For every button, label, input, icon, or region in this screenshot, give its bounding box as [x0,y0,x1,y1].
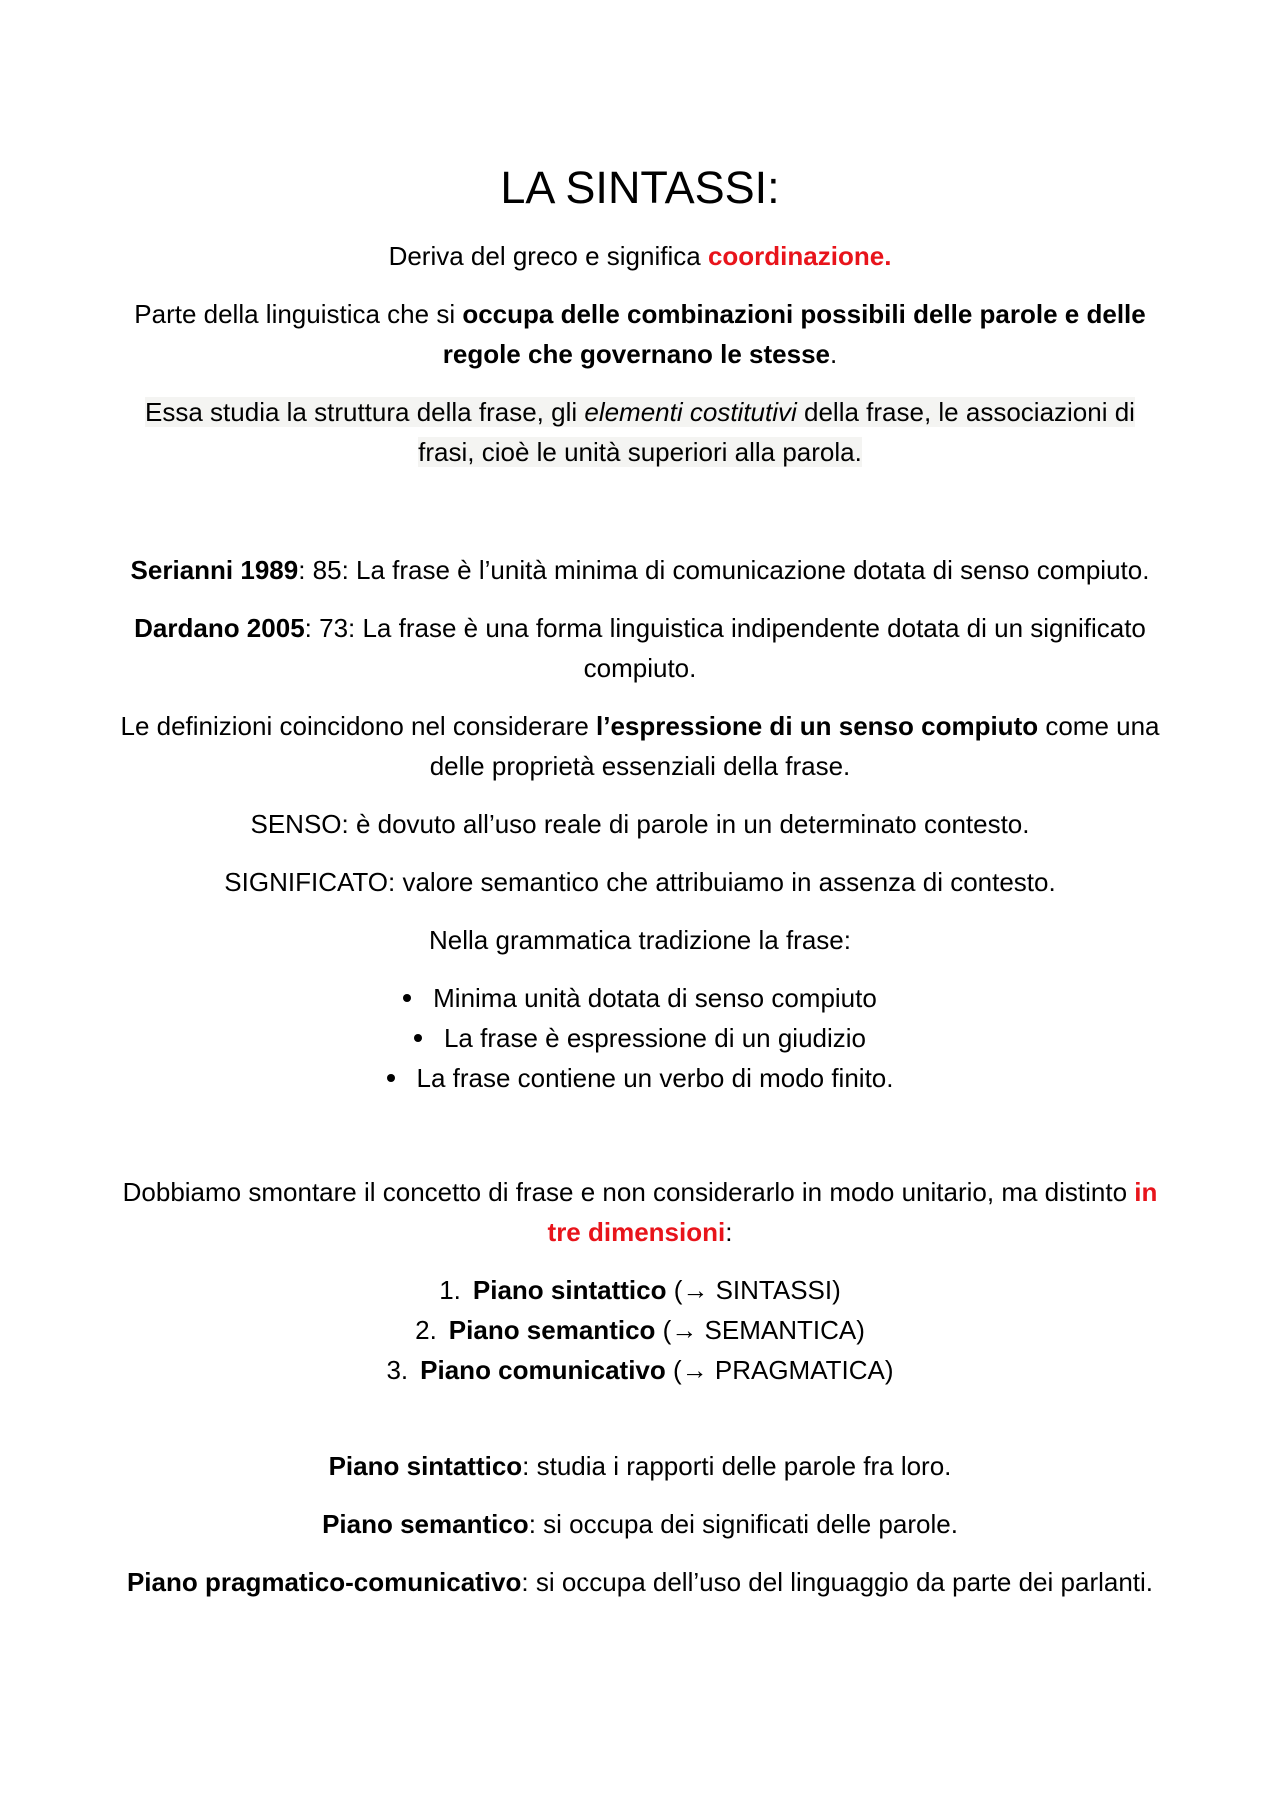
page-title: LA SINTASSI: [500,162,780,213]
definition-senso: SENSO: è dovuto all’uso reale di parole in un determinato contesto. [250,809,1030,839]
dimensions-numbered-list [120,1270,1160,1390]
list-item: 3. Piano comunicativo (→ PRAGMATICA) [386,1355,894,1385]
intro-paragraph-definition: Parte della linguistica che si occupa delle combinazioni possibili delle parole e delle regole che governano le stesse. [134,299,1146,369]
definition-dardano: Dardano 2005: 73: La frase è una forma linguistica indipendente dotata di un significato compiuto. [134,613,1146,683]
intro-paragraph-etymology: Deriva del greco e significa coordinazione. [388,241,892,271]
definition-serianni: Serianni 1989: 85: La frase è l’unità minima di comunicazione dotata di senso compiuto. [130,555,1150,585]
list-item: La frase è espressione di un giudizio [120,1018,1160,1058]
definition-significato: SIGNIFICATO: valore semantico che attribuiamo in assenza di contesto. [224,867,1056,897]
dimensions-paragraph: Dobbiamo smontare il concetto di frase e non considerarlo in modo unitario, ma distinto in tre dimensioni: [122,1177,1158,1247]
bullet-icon [403,994,411,1002]
grammatica-intro: Nella grammatica tradizione la frase: [429,925,851,955]
plane-pragmatico: Piano pragmatico-comunicativo: si occupa dell’uso del linguaggio da parte dei parlanti. [126,1567,1154,1597]
plane-sintattico: Piano sintattico: studia i rapporti delle parole fra loro. [328,1451,952,1481]
highlight-tre-dimensioni: in tre dimensioni [547,1177,1158,1247]
document-page [120,160,1160,1620]
definitions-coincide: Le definizioni coincidono nel considerare l’espressione di un senso compiuto come una delle proprietà essenziali della frase. [120,711,1160,781]
highlight-coordinazione: coordinazione. [707,241,892,271]
list-item: Minima unità dotata di senso compiuto [120,978,1160,1018]
plane-semantico: Piano semantico: si occupa dei significati delle parole. [322,1509,958,1539]
list-item: 2. Piano semantico (→ SEMANTICA) [415,1315,865,1345]
frase-bullet-list [120,978,1160,1098]
bullet-icon [414,1034,422,1042]
list-item: 1. Piano sintattico (→ SINTASSI) [439,1275,841,1305]
bullet-icon [387,1074,395,1082]
list-item: La frase contiene un verbo di modo finito. [120,1058,1160,1098]
intro-paragraph-scope: Essa studia la struttura della frase, gli elementi costitutivi della frase, le associazioni di frasi, cioè le unità superiori alla parola. [145,397,1135,467]
